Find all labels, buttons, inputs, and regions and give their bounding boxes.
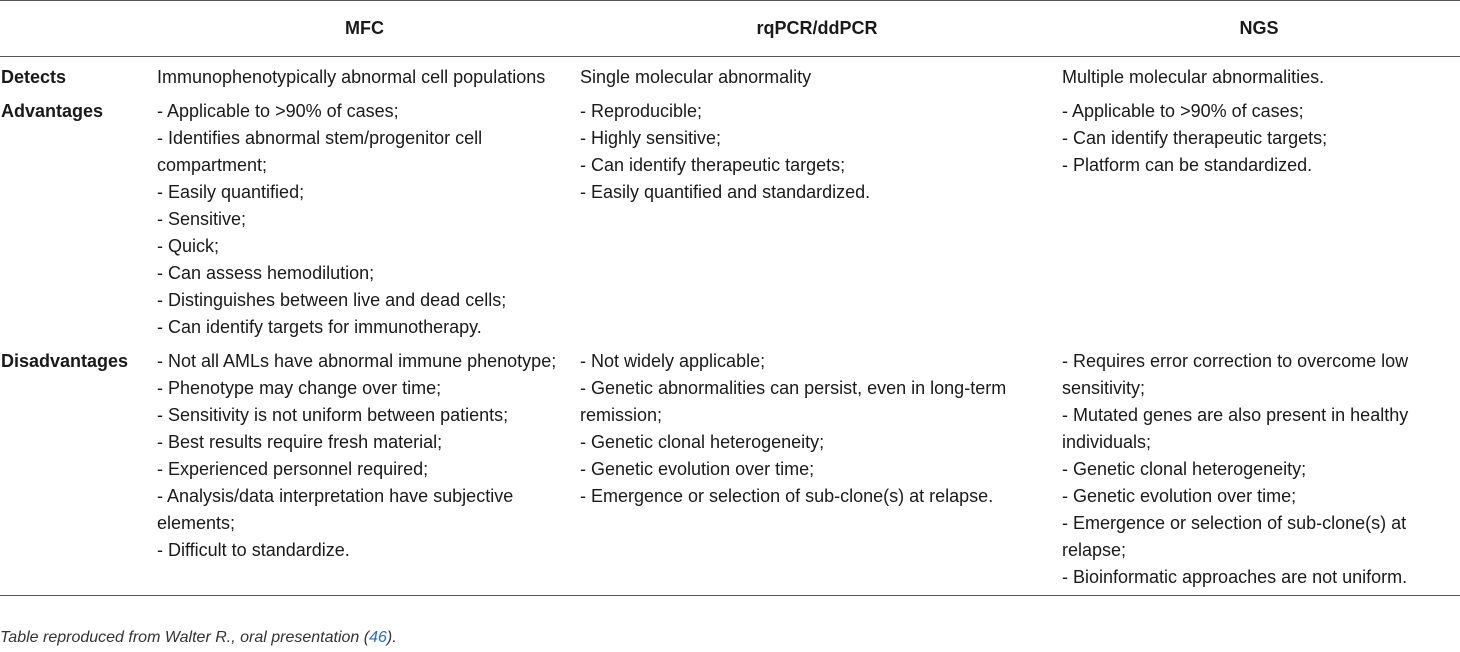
cell-item: - Genetic evolution over time;	[580, 459, 815, 479]
cell-item: - Phenotype may change over time;	[157, 378, 442, 398]
cell-item-list	[580, 64, 1050, 91]
cell-item: - Not all AMLs have abnormal immune phenotype;	[157, 351, 557, 371]
cell-item-list	[580, 348, 1050, 510]
cell-item: - Experienced personnel required;	[157, 459, 429, 479]
cell-advantages-ngs	[1058, 91, 1460, 341]
caption-text: Table reproduced from Walter R., oral presentation (	[0, 629, 370, 646]
caption-reference-link[interactable]: 46	[369, 629, 387, 646]
cell-item-list	[157, 348, 568, 564]
cell-item: Multiple molecular abnormalities.	[1062, 67, 1325, 87]
cell-item: - Bioinformatic approaches are not uniform.	[1062, 567, 1408, 587]
cell-item: - Can identify therapeutic targets;	[1062, 128, 1328, 148]
header-corner	[0, 1, 153, 57]
cell-item: - Genetic clonal heterogeneity;	[580, 432, 825, 452]
row-label-disadvantages: Disadvantages	[1, 351, 129, 371]
header-ngs: NGS	[1239, 18, 1279, 38]
caption-suffix: ).	[386, 629, 397, 646]
cell-detects-rqpcr-ddpcr	[576, 57, 1058, 92]
cell-item: Single molecular abnormality	[580, 67, 812, 87]
cell-item-list	[157, 64, 568, 91]
cell-item: - Genetic abnormalities can persist, even in long-term remission;	[580, 378, 1007, 425]
cell-detects-mfc	[153, 57, 576, 92]
header-mfc: MFC	[345, 18, 384, 38]
table-caption	[0, 628, 397, 648]
cell-item: - Applicable to >90% of cases;	[1062, 101, 1304, 121]
cell-item: - Quick;	[157, 236, 220, 256]
cell-disadvantages-rqpcr-ddpcr	[576, 341, 1058, 596]
cell-item-list	[1062, 98, 1452, 179]
cell-advantages-rqpcr-ddpcr	[576, 91, 1058, 341]
cell-item: - Genetic clonal heterogeneity;	[1062, 459, 1307, 479]
cell-item: - Identifies abnormal stem/progenitor cell compartment;	[157, 128, 483, 175]
cell-item: Immunophenotypically abnormal cell populations	[157, 67, 546, 87]
cell-item: - Requires error correction to overcome low sensitivity;	[1062, 351, 1409, 398]
cell-item: - Mutated genes are also present in healthy individuals;	[1062, 405, 1409, 452]
cell-item: - Not widely applicable;	[580, 351, 766, 371]
header-row	[0, 1, 1460, 57]
cell-item: - Sensitive;	[157, 209, 247, 229]
cell-item: - Analysis/data interpretation have subjective elements;	[157, 486, 514, 533]
cell-item-list	[157, 98, 568, 341]
cell-item: - Can assess hemodilution;	[157, 263, 375, 283]
table-row-advantages	[0, 91, 1460, 341]
row-label-detects: Detects	[1, 67, 67, 87]
cell-item: - Reproducible;	[580, 101, 703, 121]
table-body	[0, 57, 1460, 596]
cell-item: - Sensitivity is not uniform between patients;	[157, 405, 509, 425]
cell-item: - Applicable to >90% of cases;	[157, 101, 399, 121]
header-rqpcr-ddpcr: rqPCR/ddPCR	[756, 18, 878, 38]
cell-item: - Easily quantified and standardized.	[580, 182, 871, 202]
cell-item: - Distinguishes between live and dead cells;	[157, 290, 507, 310]
cell-disadvantages-ngs	[1058, 341, 1460, 596]
cell-item: - Can identify targets for immunotherapy.	[157, 317, 482, 337]
cell-disadvantages-mfc	[153, 341, 576, 596]
cell-detects-ngs	[1058, 57, 1460, 92]
cell-item: - Difficult to standardize.	[157, 540, 350, 560]
cell-item: - Genetic evolution over time;	[1062, 486, 1297, 506]
cell-item-list	[1062, 64, 1452, 91]
cell-item: - Emergence or selection of sub-clone(s) at relapse;	[1062, 513, 1407, 560]
cell-item-list	[1062, 348, 1452, 591]
cell-item: - Platform can be standardized.	[1062, 155, 1313, 175]
cell-item-list	[580, 98, 1050, 206]
cell-item: - Best results require fresh material;	[157, 432, 443, 452]
row-label-advantages: Advantages	[1, 101, 104, 121]
cell-item: - Highly sensitive;	[580, 128, 722, 148]
cell-item: - Easily quantified;	[157, 182, 305, 202]
cell-item: - Can identify therapeutic targets;	[580, 155, 846, 175]
cell-item: - Emergence or selection of sub-clone(s) at relapse.	[580, 486, 994, 506]
table-row-disadvantages	[0, 341, 1460, 596]
table-row-detects	[0, 57, 1460, 92]
cell-advantages-mfc	[153, 91, 576, 341]
